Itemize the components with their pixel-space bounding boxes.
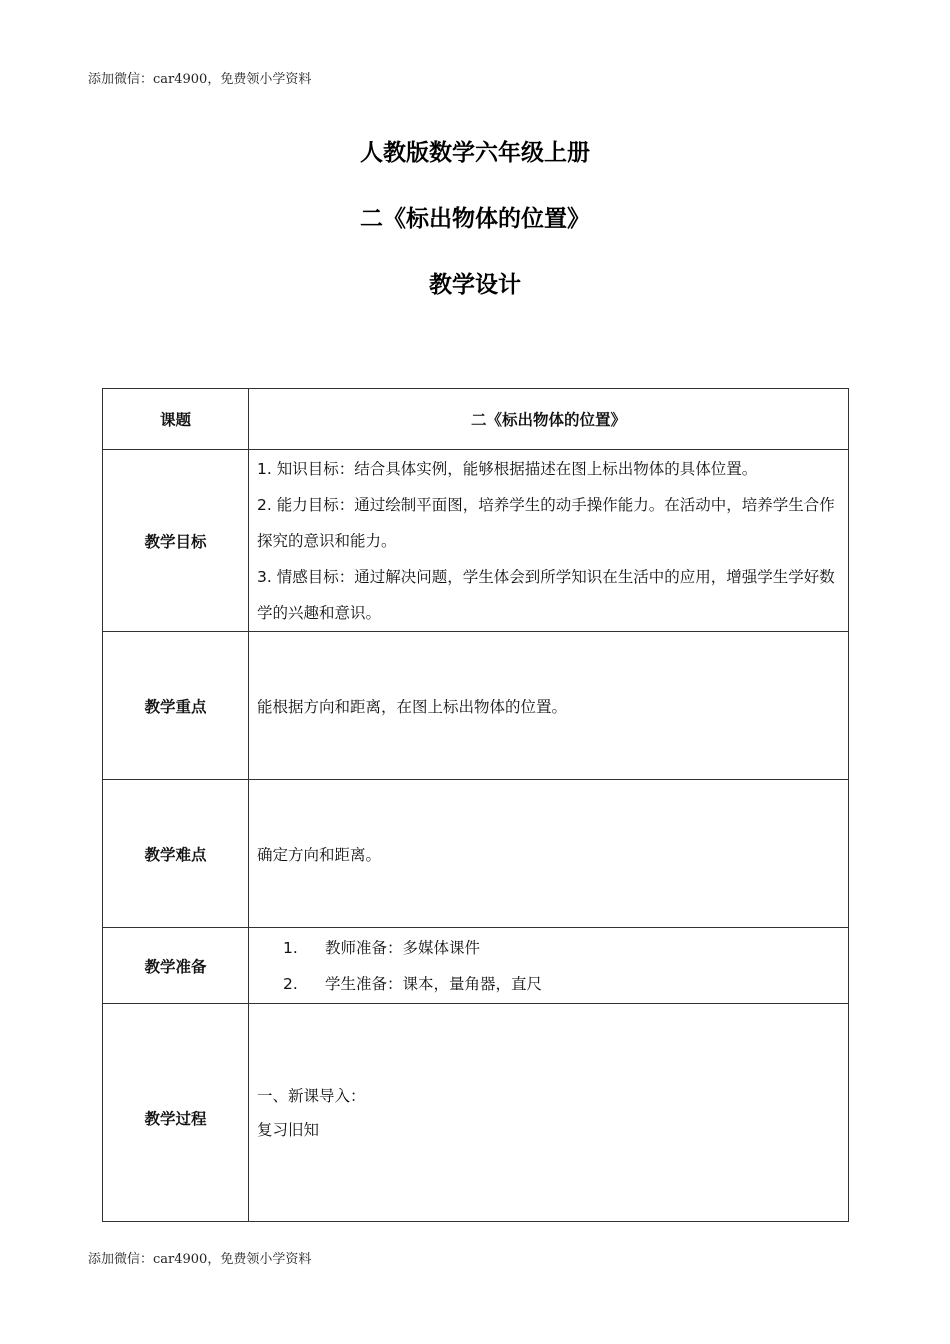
process-line: 复习旧知 <box>257 1120 320 1139</box>
preparation-item-number: 1. <box>283 938 298 957</box>
difficulties-label: 教学难点 <box>103 780 249 928</box>
table-row-preparation <box>103 928 849 1004</box>
objective-item: 3. 情感目标：通过解决问题，学生体会到所学知识在生活中的应用，增强学生学好数学的兴趣和意识。 <box>257 567 835 622</box>
lesson-title: 二《标出物体的位置》 <box>360 206 590 232</box>
footer-note: 添加微信：car4900，免费领小学资料 <box>88 1252 312 1267</box>
header-note: 添加微信：car4900，免费领小学资料 <box>88 72 312 87</box>
lesson-plan-table <box>102 388 849 1222</box>
process-content <box>249 1004 849 1222</box>
objectives-label: 教学目标 <box>103 450 249 632</box>
preparation-item-number: 2. <box>283 974 298 993</box>
process-label: 教学过程 <box>103 1004 249 1222</box>
table-row-process <box>103 1004 849 1222</box>
preparation-item <box>257 966 840 1002</box>
preparation-item <box>257 930 840 966</box>
subject-value: 二《标出物体的位置》 <box>249 389 849 450</box>
process-line: 一、新课导入： <box>257 1086 366 1105</box>
table-row-difficulties <box>103 780 849 928</box>
key-points-label: 教学重点 <box>103 632 249 780</box>
preparation-label: 教学准备 <box>103 928 249 1004</box>
objective-item: 2. 能力目标：通过绘制平面图，培养学生的动手操作能力。在活动中，培养学生合作探究的意识和能力。 <box>257 495 835 550</box>
table-row-key-points <box>103 632 849 780</box>
table-row-objectives <box>103 450 849 632</box>
key-points-value: 能根据方向和距离，在图上标出物体的位置。 <box>249 632 849 780</box>
subject-label: 课题 <box>103 389 249 450</box>
table-row-subject <box>103 389 849 450</box>
preparation-item-text: 教师准备：多媒体课件 <box>325 938 481 957</box>
preparation-content <box>249 928 849 1004</box>
objectives-content <box>249 450 849 632</box>
difficulties-value: 确定方向和距离。 <box>249 780 849 928</box>
objective-item: 1. 知识目标：结合具体实例，能够根据描述在图上标出物体的具体位置。 <box>257 459 758 478</box>
document-title: 人教版数学六年级上册 <box>360 140 590 166</box>
preparation-item-text: 学生准备：课本，量角器，直尺 <box>325 974 543 993</box>
document-subtitle: 教学设计 <box>429 272 521 298</box>
